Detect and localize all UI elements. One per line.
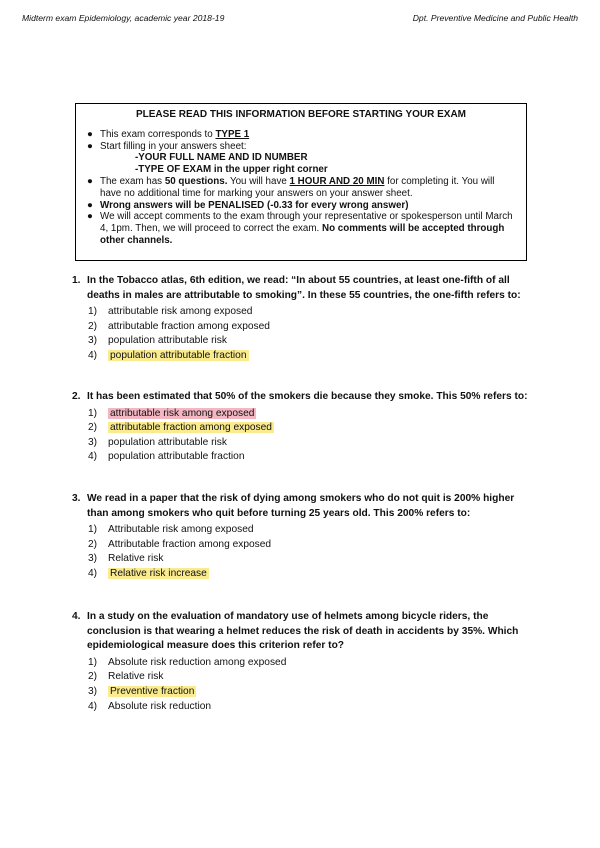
options-list: [72, 407, 532, 465]
instruction-sub-item: -TYPE OF EXAM in the upper right corner: [135, 164, 328, 176]
option: 2) Relative risk: [88, 671, 164, 683]
question-number: 2.: [72, 391, 81, 402]
question-4: [72, 610, 532, 714]
question-3: [72, 492, 532, 582]
answer-highlight: population attributable fraction: [110, 349, 247, 361]
option-highlighted: 2) attributable fraction among exposed: [88, 422, 272, 434]
question-number: 1.: [72, 275, 81, 286]
page-header: [22, 13, 578, 27]
option-highlighted: 4) population attributable fraction: [88, 349, 247, 361]
answer-highlight-red: attributable risk among exposed: [110, 407, 255, 419]
question-text: 4. In a study on the evaluation of mandatory use of helmets among bicycle riders, the conclusion is that wearing a helmet reduces the risk of death in accidents by 35%. Which epidemiological measure does this criterion refer to?: [72, 611, 519, 652]
option: 4) Absolute risk reduction: [88, 700, 212, 712]
option: 2) Attributable fraction among exposed: [88, 538, 272, 550]
question-1: [72, 274, 532, 364]
instructions-title: PLEASE READ THIS INFORMATION BEFORE STARTING YOUR EXAM: [135, 109, 466, 120]
instructions-list: [84, 129, 518, 247]
option-highlighted: 1) attributable risk among exposed: [88, 407, 255, 419]
option: 3) Relative risk: [88, 553, 164, 565]
question-2: [72, 390, 532, 465]
exam-type: TYPE 1: [215, 128, 250, 140]
answer-highlight: attributable fraction among exposed: [110, 422, 272, 434]
question-text: 1. In the Tobacco atlas, 6th edition, we read: “In about 55 countries, at least one-fifth of all deaths in males are attributable to smoking”. In these 55 countries, the one-fifth refers to:: [72, 275, 521, 301]
bullet-icon: ●: [87, 211, 93, 223]
answer-highlight: Preventive fraction: [110, 685, 195, 697]
question-number: 3.: [72, 493, 81, 504]
bullet-icon: ●: [87, 175, 93, 187]
option: 3) population attributable risk: [88, 335, 227, 347]
option: 4) population attributable fraction: [88, 451, 245, 463]
option-highlighted: 4) Relative risk increase: [88, 567, 207, 579]
options-list: [72, 305, 532, 363]
instruction-item: ● The exam has 50 questions. You will have 1 HOUR AND 20 MIN for completing it. You will have no additional time for marking your answers on your answer sheet.: [87, 175, 495, 199]
instructions-box: [75, 103, 527, 261]
option: 1) Absolute risk reduction among exposed: [88, 656, 287, 668]
header-course: Midterm exam Epidemiology, academic year 2018-19: [22, 13, 225, 23]
instruction-item: ● Wrong answers will be PENALISED (-0.33 for every wrong answer): [87, 199, 409, 211]
instruction-sub-item: -YOUR FULL NAME AND ID NUMBER: [135, 152, 308, 164]
question-text: 3. We read in a paper that the risk of dying among smokers who do not quit is 200% higher than among smokers who quit before turning 25 years old. This 200% refers to:: [72, 493, 515, 519]
question-number: 4.: [72, 611, 81, 622]
option: 1) attributable risk among exposed: [88, 306, 253, 318]
header-department: Dpt. Preventive Medicine and Public Health: [412, 13, 578, 23]
answer-highlight: Relative risk increase: [110, 567, 207, 579]
bullet-icon: ●: [87, 140, 93, 152]
instruction-item: ● Start filling in your answers sheet: -YOUR FULL NAME AND ID NUMBER -TYPE OF EXAM in the upper right corner: [84, 141, 518, 176]
bullet-icon: ●: [87, 199, 93, 211]
option-highlighted: 3) Preventive fraction: [88, 685, 195, 697]
question-text: 2. It has been estimated that 50% of the smokers die because they smoke. This 50% refers to:: [72, 390, 532, 405]
bullet-icon: ●: [87, 128, 93, 140]
instruction-item: ● This exam corresponds to TYPE 1: [87, 128, 250, 140]
exam-duration: 1 HOUR AND 20 MIN: [289, 175, 385, 187]
instruction-item: ● We will accept comments to the exam through your representative or spokesperson until March 4, 1pm. Then, we will proceed to correct the exam. No comments will be accepted through other channels.: [87, 211, 513, 246]
option: 1) Attributable risk among exposed: [88, 524, 254, 536]
option: 3) population attributable risk: [88, 436, 227, 448]
option: 2) attributable fraction among exposed: [88, 320, 270, 332]
options-list: [72, 523, 532, 581]
options-list: [72, 656, 532, 714]
